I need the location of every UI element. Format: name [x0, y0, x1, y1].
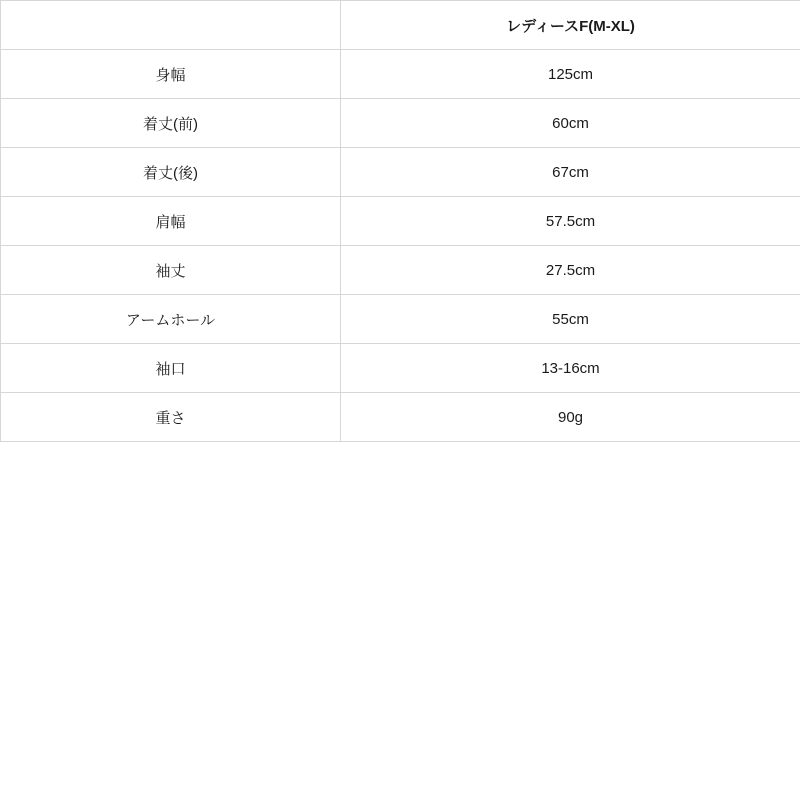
row-value-cuff: 13-16cm	[341, 344, 800, 393]
table-row	[1, 50, 800, 99]
table-row	[1, 99, 800, 148]
table-header-row	[1, 1, 800, 50]
table-corner-cell	[1, 1, 341, 50]
row-label-sleeve-length: 袖丈	[1, 246, 341, 295]
row-label-cuff: 袖口	[1, 344, 341, 393]
row-value-front-length: 60cm	[341, 99, 800, 148]
table-header-size-column: レディースF(M-XL)	[341, 1, 800, 50]
table-row	[1, 246, 800, 295]
row-value-sleeve-length: 27.5cm	[341, 246, 800, 295]
row-value-weight: 90g	[341, 393, 800, 442]
table-row	[1, 148, 800, 197]
row-label-armhole: アームホール	[1, 295, 341, 344]
row-label-front-length: 着丈(前)	[1, 99, 341, 148]
row-label-weight: 重さ	[1, 393, 341, 442]
row-value-shoulder-width: 57.5cm	[341, 197, 800, 246]
row-label-shoulder-width: 肩幅	[1, 197, 341, 246]
row-value-back-length: 67cm	[341, 148, 800, 197]
row-label-back-length: 着丈(後)	[1, 148, 341, 197]
row-value-armhole: 55cm	[341, 295, 800, 344]
table-row	[1, 197, 800, 246]
row-value-body-width: 125cm	[341, 50, 800, 99]
size-chart-body	[1, 1, 800, 442]
table-row	[1, 295, 800, 344]
row-label-body-width: 身幅	[1, 50, 341, 99]
table-row	[1, 393, 800, 442]
table-row	[1, 344, 800, 393]
